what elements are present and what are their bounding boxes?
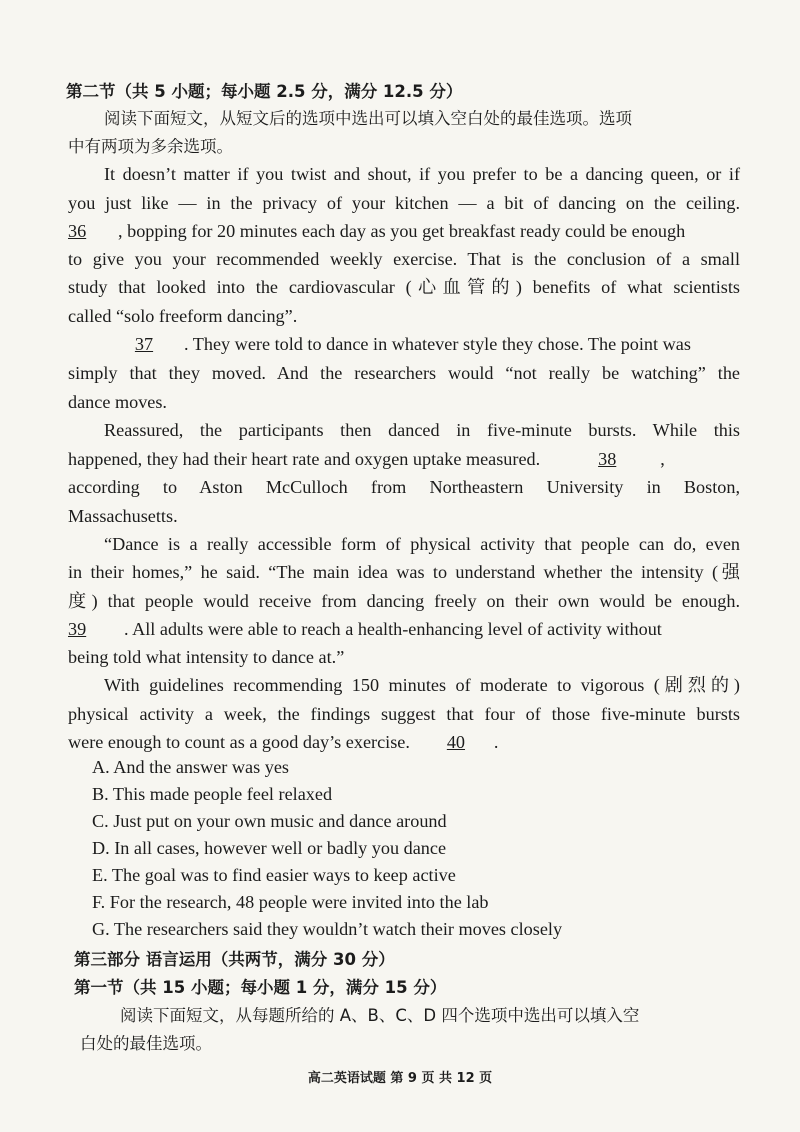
part3-instruction-line2: 白处的最佳选项。 (80, 1034, 212, 1053)
passage-p4-line3: 度) that people would receive from dancing freely on their own would be enough. (68, 591, 740, 611)
option-d: D. In all cases, however well or badly you dance (92, 838, 447, 858)
option-e: E. The goal was to find easier ways to keep active (92, 865, 456, 885)
passage-p1-line2: you just like — in the privacy of your kitchen — a bit of dancing on the ceiling. (68, 193, 740, 213)
passage-p3-line1: Reassured, the participants then danced in five-minute bursts. While this (104, 420, 740, 440)
passage-p1-line3 (68, 220, 740, 242)
section2-instruction-line1: 阅读下面短文，从短文后的选项中选出可以填入空白处的最佳选项。选项 (104, 109, 632, 128)
section2-instruction-line2: 中有两项为多余选项。 (68, 137, 233, 156)
passage-p3-line2 (68, 448, 740, 470)
passage-p3-line2-comma: , (660, 449, 665, 469)
option-a: A. And the answer was yes (92, 757, 289, 777)
blank-37: 37 (134, 334, 154, 354)
passage-p3-line3: according to Aston McCulloch from Northeastern University in Boston, (68, 477, 740, 497)
option-f: F. For the research, 48 people were invited into the lab (92, 892, 489, 912)
passage-p4-line4-text: . All adults were able to reach a health-enhancing level of activity without (124, 619, 662, 639)
blank-40: 40 (446, 732, 466, 752)
passage-p4-line5: being told what intensity to dance at.” (68, 647, 345, 667)
passage-p1-line6: called “solo freeform dancing”. (68, 306, 298, 326)
passage-p2-line3: dance moves. (68, 392, 167, 412)
passage-p4-line4 (68, 618, 740, 640)
passage-p2-line1 (104, 333, 740, 355)
part3-heading: 第三部分 语言运用（共两节，满分 30 分） (74, 950, 395, 969)
passage-p1-line5: study that looked into the cardiovascular (心血管的) benefits of what scientists (68, 277, 740, 297)
blank-38: 38 (598, 449, 617, 469)
part3-section1-heading: 第一节（共 15 小题；每小题 1 分，满分 15 分） (74, 978, 447, 997)
page-footer: 高二英语试题 第 9 页 共 12 页 (307, 1071, 493, 1086)
passage-p1-line1: It doesn’t matter if you twist and shout, if you prefer to be a dancing queen, or if (104, 164, 740, 184)
passage-p5-line3-period: . (493, 732, 499, 752)
option-g: G. The researchers said they wouldn’t watch their moves closely (92, 919, 563, 939)
passage-p5-line1: With guidelines recommending 150 minutes of moderate to vigorous (剧烈的) (104, 675, 740, 695)
part3-instruction-line1: 阅读下面短文，从每题所给的 A、B、C、D 四个选项中选出可以填入空 (120, 1006, 640, 1025)
blank-39: 39 (68, 619, 87, 639)
blank-36: 36 (68, 221, 87, 241)
passage-p3-line2-text: happened, they had their heart rate and oxygen uptake measured. (68, 449, 541, 469)
passage-p5-line3-text: were enough to count as a good day’s exercise. (68, 732, 410, 752)
passage-p3-line4: Massachusetts. (68, 506, 178, 526)
option-b: B. This made people feel relaxed (92, 784, 333, 804)
passage-p2-line2: simply that they moved. And the researchers would “not really be watching” the (68, 363, 740, 383)
passage-p1-line3-text: , bopping for 20 minutes each day as you get breakfast ready could be enough (118, 221, 686, 241)
section2-heading: 第二节（共 5 小题；每小题 2.5 分，满分 12.5 分） (66, 82, 463, 101)
passage-p1-line4: to give you your recommended weekly exercise. That is the conclusion of a small (68, 249, 740, 269)
passage-p5-line3 (68, 731, 740, 753)
passage-p4-line1: “Dance is a really accessible form of physical activity that people can do, even (104, 534, 740, 554)
passage-p5-line2: physical activity a week, the findings suggest that four of those five-minute bursts (68, 704, 740, 724)
passage-p4-line2: in their homes,” he said. “The main idea was to understand whether the intensity (强 (68, 562, 740, 582)
passage-p2-line1-text: . They were told to dance in whatever style they chose. The point was (184, 334, 691, 354)
option-c: C. Just put on your own music and dance around (92, 811, 447, 831)
